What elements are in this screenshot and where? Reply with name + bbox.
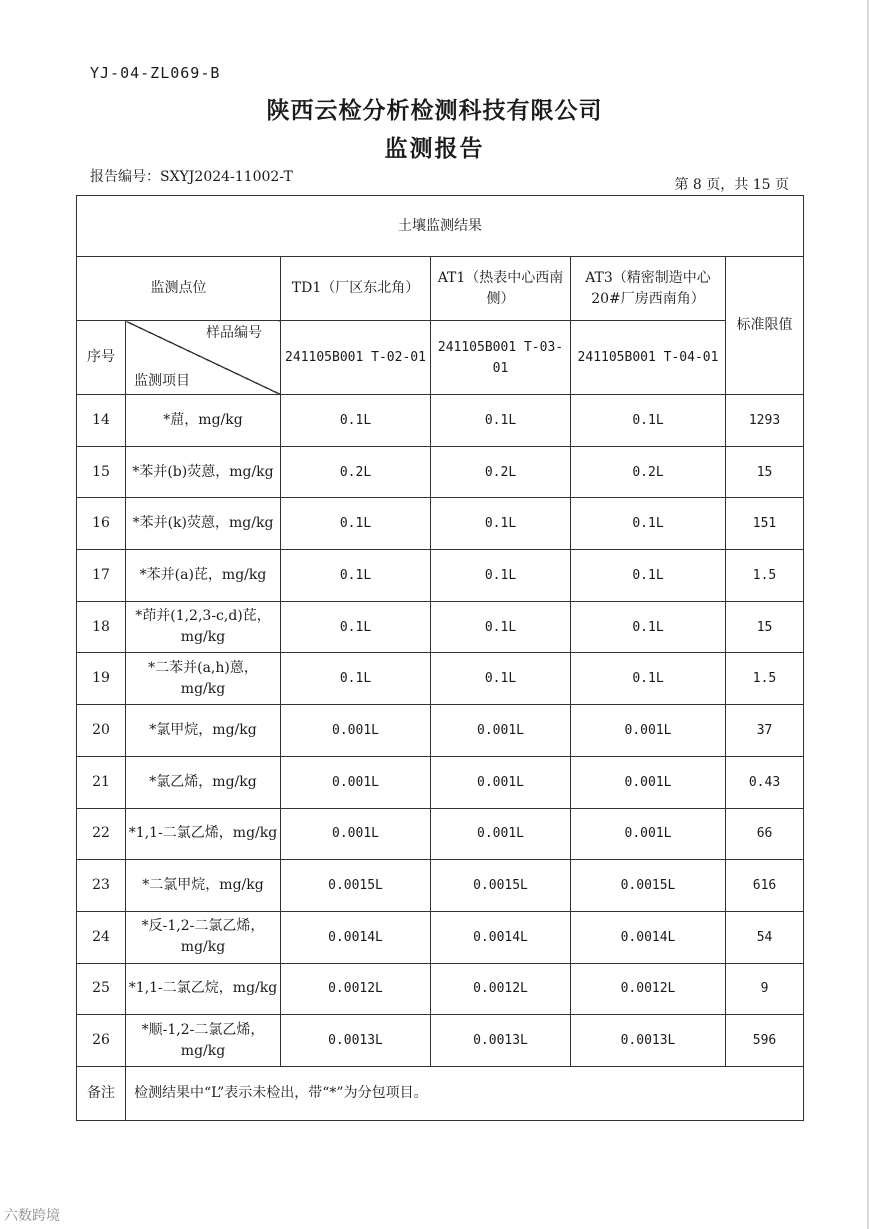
row-value-td1: 0.0012L <box>281 963 431 1015</box>
row-value-at1: 0.0013L <box>431 1015 571 1067</box>
row-value-td1: 0.001L <box>281 808 431 860</box>
row-value-at3: 0.1L <box>571 498 726 550</box>
row-value-at1: 0.001L <box>431 705 571 757</box>
row-item: *苯并(k)荧蒽，mg/kg <box>126 498 281 550</box>
row-limit: 37 <box>726 705 804 757</box>
row-value-at3: 0.001L <box>571 808 726 860</box>
row-value-td1: 0.1L <box>281 653 431 705</box>
section-title-row <box>77 196 804 257</box>
row-value-at1: 0.1L <box>431 653 571 705</box>
row-value-td1: 0.1L <box>281 550 431 602</box>
row-value-at1: 0.001L <box>431 808 571 860</box>
point-at3-name: AT3（精密制造中心20#厂房西南角） <box>571 257 726 321</box>
row-item: *反-1,2-二氯乙烯，mg/kg <box>126 911 281 963</box>
row-value-at1: 0.1L <box>431 498 571 550</box>
section-title: 土壤监测结果 <box>77 196 804 257</box>
row-seq: 17 <box>77 550 126 602</box>
row-value-at3: 0.1L <box>571 395 726 447</box>
row-limit: 151 <box>726 498 804 550</box>
table-row <box>77 1015 804 1067</box>
row-value-at1: 0.1L <box>431 601 571 653</box>
point-td1-sample: 241105B001 T-02-01 <box>281 321 431 395</box>
row-value-at1: 0.0012L <box>431 963 571 1015</box>
location-row <box>77 257 804 321</box>
row-seq: 19 <box>77 653 126 705</box>
row-item: *茚并(1,2,3-c,d)芘，mg/kg <box>126 601 281 653</box>
row-limit: 616 <box>726 860 804 912</box>
row-limit: 1293 <box>726 395 804 447</box>
table-row <box>77 395 804 447</box>
row-item: *顺-1,2-二氯乙烯，mg/kg <box>126 1015 281 1067</box>
row-seq: 23 <box>77 860 126 912</box>
row-seq: 16 <box>77 498 126 550</box>
row-value-at1: 0.2L <box>431 446 571 498</box>
location-label: 监测点位 <box>77 257 281 321</box>
sample-row <box>77 321 804 395</box>
row-limit: 0.43 <box>726 756 804 808</box>
row-item: *二苯并(a,h)蒽，mg/kg <box>126 653 281 705</box>
table-row <box>77 705 804 757</box>
limit-label: 标准限值 <box>726 257 804 395</box>
table-row <box>77 653 804 705</box>
sample-label: 样品编号 <box>206 325 262 341</box>
row-value-at3: 0.0014L <box>571 911 726 963</box>
row-seq: 26 <box>77 1015 126 1067</box>
row-seq: 22 <box>77 808 126 860</box>
row-value-at1: 0.1L <box>431 395 571 447</box>
row-seq: 15 <box>77 446 126 498</box>
row-value-at1: 0.0014L <box>431 911 571 963</box>
table-row <box>77 498 804 550</box>
row-value-at3: 0.0013L <box>571 1015 726 1067</box>
row-item: *1,1-二氯乙烯，mg/kg <box>126 808 281 860</box>
row-value-at3: 0.1L <box>571 653 726 705</box>
row-item: *氯乙烯，mg/kg <box>126 756 281 808</box>
row-seq: 24 <box>77 911 126 963</box>
red-seal-fragment <box>849 600 867 760</box>
page-info: 第 8 页，共 15 页 <box>674 177 789 193</box>
row-value-td1: 0.001L <box>281 705 431 757</box>
row-value-at1: 0.1L <box>431 550 571 602</box>
table-row <box>77 446 804 498</box>
point-at3-sample: 241105B001 T-04-01 <box>571 321 726 395</box>
document-code: YJ-04-ZL069-B <box>90 64 221 82</box>
table-row <box>77 911 804 963</box>
remark-label: 备注 <box>77 1066 126 1120</box>
row-value-at1: 0.0015L <box>431 860 571 912</box>
row-item: *1,1-二氯乙烷，mg/kg <box>126 963 281 1015</box>
row-value-at3: 0.001L <box>571 705 726 757</box>
row-limit: 1.5 <box>726 550 804 602</box>
row-value-at3: 0.0015L <box>571 860 726 912</box>
report-number: 报告编号：SXYJ2024-11002-T <box>90 169 293 185</box>
soil-results-table <box>76 195 804 1121</box>
item-label: 监测项目 <box>134 373 190 389</box>
row-seq: 18 <box>77 601 126 653</box>
row-value-td1: 0.0013L <box>281 1015 431 1067</box>
row-item: *苯并(b)荧蒽，mg/kg <box>126 446 281 498</box>
remark-text: 检测结果中“L”表示未检出，带“*”为分包项目。 <box>126 1066 804 1120</box>
table-row <box>77 550 804 602</box>
row-value-td1: 0.0015L <box>281 860 431 912</box>
row-limit: 9 <box>726 963 804 1015</box>
watermark: 六数跨境 <box>4 1208 60 1224</box>
row-value-td1: 0.1L <box>281 395 431 447</box>
diagonal-header-cell <box>126 321 281 395</box>
row-item: *䓛，mg/kg <box>126 395 281 447</box>
row-value-td1: 0.1L <box>281 601 431 653</box>
seq-label: 序号 <box>77 321 126 395</box>
row-value-at1: 0.001L <box>431 756 571 808</box>
point-at1-name: AT1（热表中心西南侧） <box>431 257 571 321</box>
row-item: *二氯甲烷，mg/kg <box>126 860 281 912</box>
row-limit: 66 <box>726 808 804 860</box>
table-row <box>77 601 804 653</box>
row-limit: 15 <box>726 446 804 498</box>
row-limit: 1.5 <box>726 653 804 705</box>
table-row <box>77 808 804 860</box>
row-value-at3: 0.1L <box>571 550 726 602</box>
table-row <box>77 860 804 912</box>
table-row <box>77 756 804 808</box>
row-item: *氯甲烷，mg/kg <box>126 705 281 757</box>
row-limit: 54 <box>726 911 804 963</box>
row-value-td1: 0.001L <box>281 756 431 808</box>
company-name: 陕西云检分析检测科技有限公司 <box>266 98 603 124</box>
row-value-td1: 0.1L <box>281 498 431 550</box>
report-title: 监测报告 <box>384 136 485 162</box>
row-value-at3: 0.2L <box>571 446 726 498</box>
row-value-at3: 0.0012L <box>571 963 726 1015</box>
row-value-td1: 0.0014L <box>281 911 431 963</box>
point-td1-name: TD1（厂区东北角） <box>281 257 431 321</box>
row-value-td1: 0.2L <box>281 446 431 498</box>
row-seq: 25 <box>77 963 126 1015</box>
row-seq: 20 <box>77 705 126 757</box>
remark-row <box>77 1066 804 1120</box>
row-value-at3: 0.1L <box>571 601 726 653</box>
table-row <box>77 963 804 1015</box>
point-at1-sample: 241105B001 T-03-01 <box>431 321 571 395</box>
row-seq: 21 <box>77 756 126 808</box>
row-seq: 14 <box>77 395 126 447</box>
row-item: *苯并(a)芘，mg/kg <box>126 550 281 602</box>
row-limit: 15 <box>726 601 804 653</box>
row-value-at3: 0.001L <box>571 756 726 808</box>
row-limit: 596 <box>726 1015 804 1067</box>
